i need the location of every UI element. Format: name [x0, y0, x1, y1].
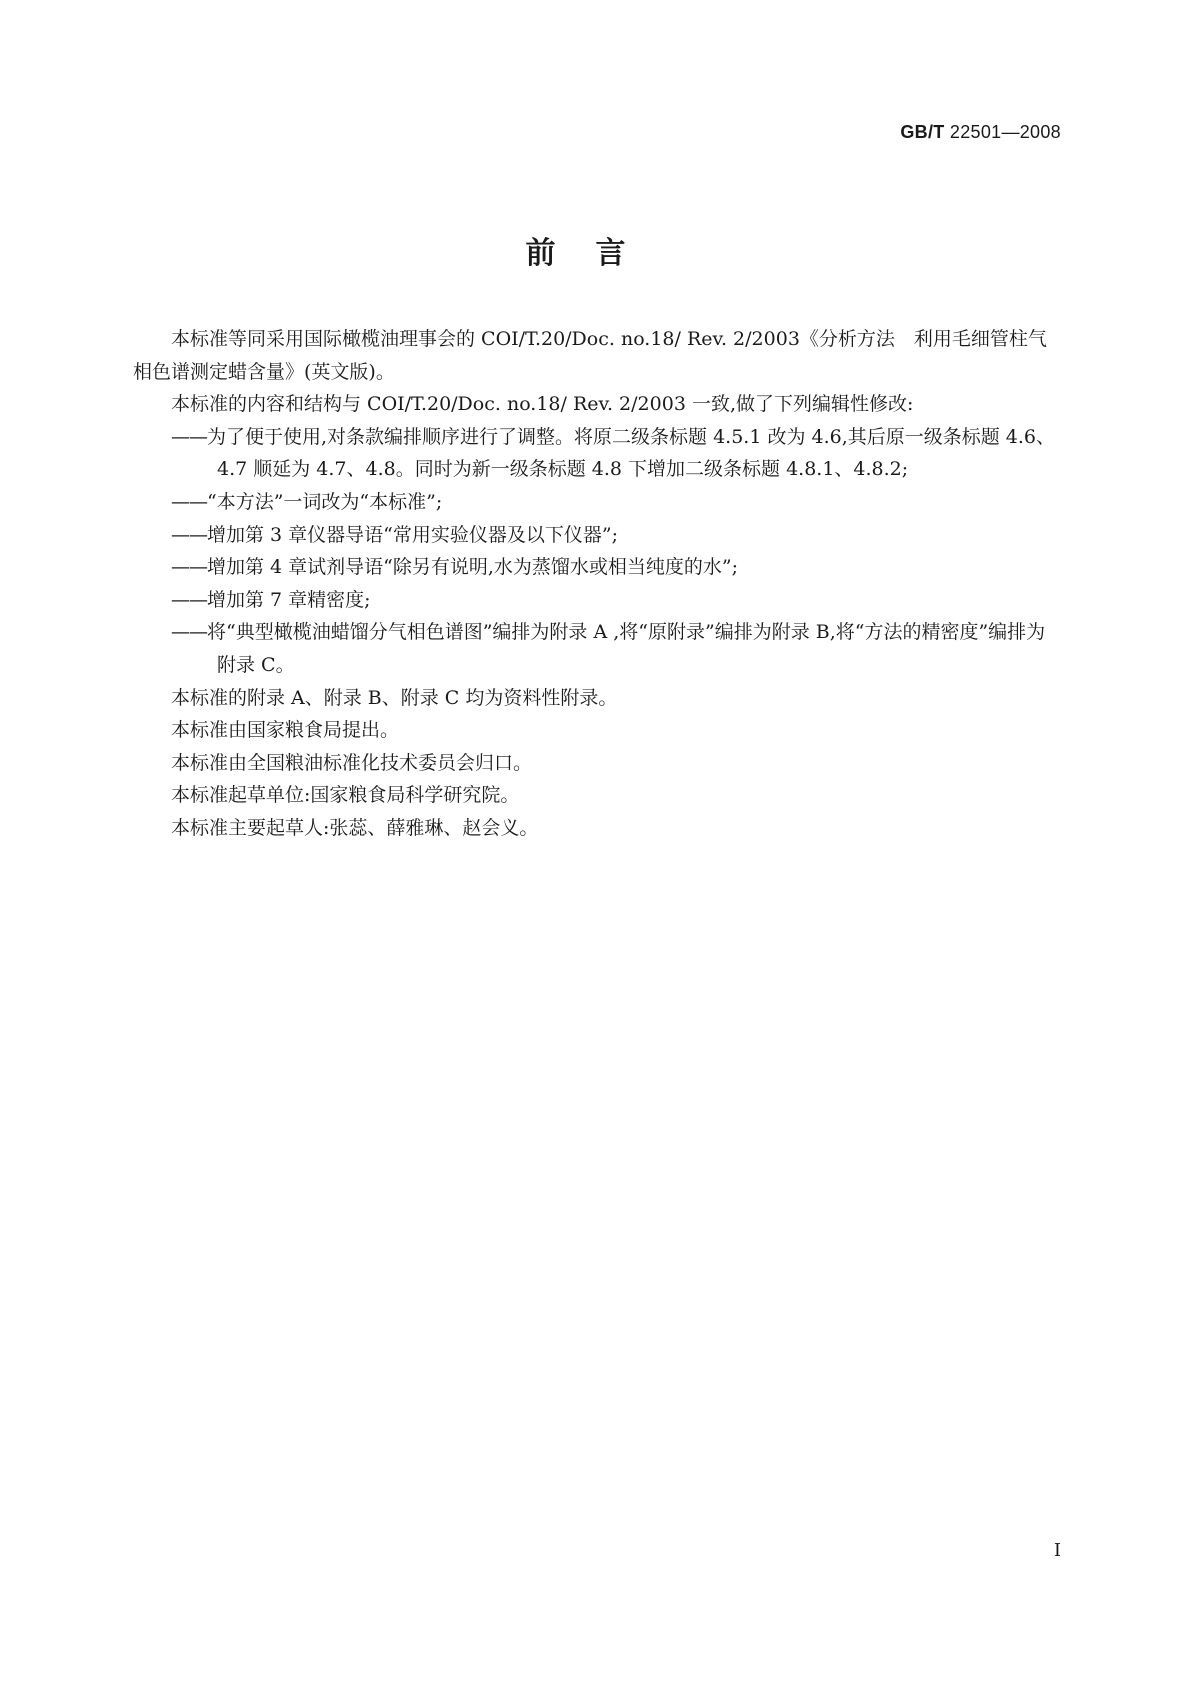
list-item-text: 将“典型橄榄油蜡馏分气相色谱图”编排为附录 A ,将“原附录”编排为附录 B,将“方法的精密度”编排为附录 C。	[207, 621, 1046, 676]
standard-code: GB/T	[900, 122, 945, 142]
paragraph-drafting-unit: 本标准起草单位:国家粮食局科学研究院。	[171, 784, 520, 807]
list-item-text: “本方法”一词改为“本标准”;	[207, 490, 443, 513]
list-item-text: 为了便于使用,对条款编排顺序进行了调整。将原二级条标题 4.5.1 改为 4.6,其后原一级条标题 4.6、4.7 顺延为 4.7、4.8。同时为新一级条标题 4.8 下增加二级条标题 4.8.1、4.8.2;	[207, 425, 1056, 481]
dash-marker: ——	[171, 523, 207, 546]
dash-marker: ——	[171, 490, 207, 513]
paragraph-appendix-note: 本标准的附录 A、附录 B、附录 C 均为资料性附录。	[171, 686, 618, 709]
page-title: 前言	[525, 236, 666, 271]
standard-number	[900, 122, 1061, 143]
paragraph-committee: 本标准由全国粮油标准化技术委员会归口。	[171, 751, 533, 774]
list-item	[133, 616, 1061, 681]
page-number: I	[1053, 1540, 1061, 1561]
list-item	[133, 421, 1061, 486]
paragraph-modifications-intro: 本标准的内容和结构与 COI/T.20/Doc. no.18/ Rev. 2/2003 一致,做了下列编辑性修改:	[171, 393, 914, 416]
list-item	[133, 584, 1061, 617]
dash-marker: ——	[171, 588, 207, 611]
dash-marker: ——	[171, 556, 207, 579]
standard-number-value: 22501—2008	[949, 122, 1061, 142]
dash-marker: ——	[171, 621, 207, 644]
list-item-text: 增加第 4 章试剂导语“除另有说明,水为蒸馏水或相当纯度的水”;	[207, 556, 739, 579]
paragraph-drafters: 本标准主要起草人:张蕊、薛雅琳、赵会义。	[171, 816, 539, 839]
list-item	[133, 519, 1061, 552]
list-item	[133, 551, 1061, 584]
paragraph-adoption: 本标准等同采用国际橄榄油理事会的 COI/T.20/Doc. no.18/ Rev. 2/2003《分析方法 利用毛细管柱气相色谱测定蜡含量》(英文版)。	[133, 328, 1047, 383]
list-item-text: 增加第 7 章精密度;	[207, 588, 371, 611]
list-item	[133, 486, 1061, 519]
list-item-text: 增加第 3 章仪器导语“常用实验仪器及以下仪器”;	[207, 523, 618, 546]
paragraph-proposer: 本标准由国家粮食局提出。	[171, 719, 400, 742]
document-body	[133, 323, 1061, 845]
dash-marker: ——	[171, 425, 207, 448]
